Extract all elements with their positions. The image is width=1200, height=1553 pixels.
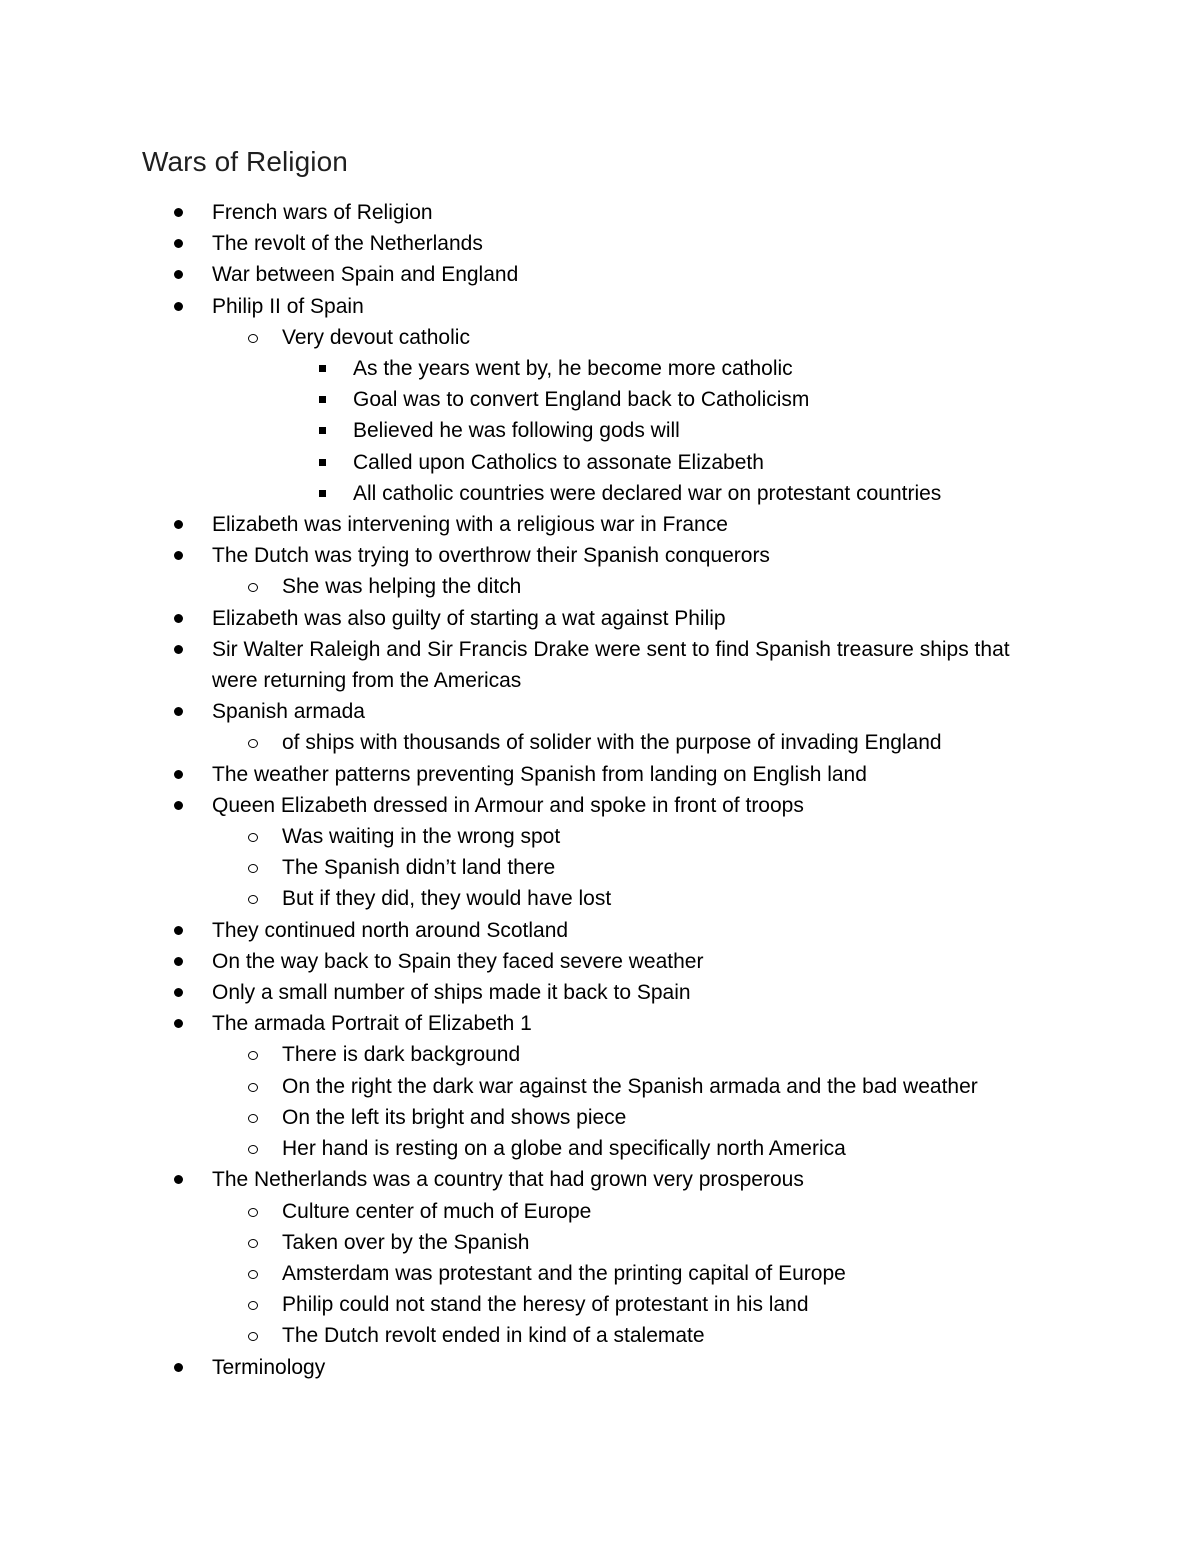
list-item-level-1 bbox=[0, 603, 1200, 634]
list-item-level-2 bbox=[0, 1039, 1200, 1070]
list-item-text: On the way back to Spain they faced severe weather bbox=[212, 949, 704, 973]
list-item-text: Spanish armada bbox=[212, 700, 365, 724]
list-item-text: of ships with thousands of solider with the purpose of invading England bbox=[282, 731, 942, 755]
bullet-circle-icon bbox=[247, 1133, 261, 1164]
list-item-text: Called upon Catholics to assonate Elizabeth bbox=[353, 450, 764, 474]
list-item-level-1 bbox=[0, 540, 1200, 571]
list-item-level-2 bbox=[0, 1227, 1200, 1258]
bullet-circle-icon bbox=[247, 1196, 261, 1227]
list-item-text: As the years went by, he become more catholic bbox=[353, 357, 793, 381]
bullet-circle-icon bbox=[247, 852, 261, 883]
list-item-level-1 bbox=[0, 946, 1200, 977]
list-item-text: There is dark background bbox=[282, 1043, 521, 1067]
bullet-circle-icon bbox=[247, 1320, 261, 1351]
list-item-text: On the right the dark war against the Spanish armada and the bad weather bbox=[282, 1074, 978, 1098]
list-item-text: Only a small number of ships made it back to Spain bbox=[212, 981, 691, 1005]
bullet-dot-icon bbox=[174, 977, 185, 1008]
list-item-level-3 bbox=[0, 353, 1200, 384]
list-item-text: Amsterdam was protestant and the printing capital of Europe bbox=[282, 1261, 846, 1285]
list-item-level-2 bbox=[0, 1289, 1200, 1320]
list-item-text: The Netherlands was a country that had grown very prosperous bbox=[212, 1168, 804, 1192]
list-item-level-2 bbox=[0, 1071, 1200, 1102]
list-item-level-2 bbox=[0, 821, 1200, 852]
list-item-text: Believed he was following gods will bbox=[353, 419, 680, 443]
list-item-text: Very devout catholic bbox=[282, 325, 470, 349]
bullet-dot-icon bbox=[174, 759, 185, 790]
list-item-text: Philip could not stand the heresy of protestant in his land bbox=[282, 1293, 809, 1317]
list-item-text: On the left its bright and shows piece bbox=[282, 1105, 627, 1129]
bullet-dot-icon bbox=[174, 197, 185, 228]
list-item-text: Culture center of much of Europe bbox=[282, 1199, 592, 1223]
list-item-level-1 bbox=[0, 1008, 1200, 1039]
bullet-dot-icon bbox=[174, 509, 185, 540]
list-item-level-1 bbox=[0, 790, 1200, 821]
list-item-level-2 bbox=[0, 883, 1200, 914]
bullet-dot-icon bbox=[174, 259, 185, 290]
list-item-level-3 bbox=[0, 478, 1200, 509]
list-item-level-1 bbox=[0, 197, 1200, 228]
bullet-circle-icon bbox=[247, 1289, 261, 1320]
bullet-circle-icon bbox=[247, 1039, 261, 1070]
list-item-level-2 bbox=[0, 727, 1200, 758]
list-item-level-1 bbox=[0, 509, 1200, 540]
bullet-dot-icon bbox=[174, 634, 185, 665]
list-item-text: French wars of Religion bbox=[212, 201, 433, 224]
bullet-circle-icon bbox=[247, 571, 261, 602]
list-item-level-2 bbox=[0, 1258, 1200, 1289]
list-item-text: She was helping the ditch bbox=[282, 575, 522, 599]
list-item-level-3 bbox=[0, 415, 1200, 446]
list-item-text: Sir Walter Raleigh and Sir Francis Drake were sent to find Spanish treasure ships that were returning from the Americas bbox=[212, 637, 1010, 693]
list-item-text: The revolt of the Netherlands bbox=[212, 232, 483, 256]
list-item-text: Elizabeth was also guilty of starting a wat against Philip bbox=[212, 606, 726, 630]
list-item-text: The Dutch revolt ended in kind of a stalemate bbox=[282, 1324, 705, 1348]
bullet-circle-icon bbox=[247, 1258, 261, 1289]
page-title: Wars of Religion bbox=[142, 146, 348, 177]
list-item-text: But if they did, they would have lost bbox=[282, 887, 612, 911]
list-item-level-2 bbox=[0, 1320, 1200, 1351]
list-item-level-1 bbox=[0, 759, 1200, 790]
bullet-dot-icon bbox=[174, 603, 185, 634]
bullet-dot-icon bbox=[174, 228, 185, 259]
list-item-text: Queen Elizabeth dressed in Armour and spoke in front of troops bbox=[212, 793, 804, 817]
list-item-text: The armada Portrait of Elizabeth 1 bbox=[212, 1012, 532, 1036]
list-item-level-1 bbox=[0, 634, 1200, 696]
bullet-dot-icon bbox=[174, 1352, 185, 1383]
list-item-text: All catholic countries were declared war on protestant countries bbox=[353, 481, 942, 505]
bullet-circle-icon bbox=[247, 727, 261, 758]
list-item-level-2 bbox=[0, 322, 1200, 353]
bullet-dot-icon bbox=[174, 946, 185, 977]
list-item-text: Was waiting in the wrong spot bbox=[282, 825, 561, 849]
bullet-circle-icon bbox=[247, 322, 261, 353]
bullet-circle-icon bbox=[247, 883, 261, 914]
bullet-dot-icon bbox=[174, 1164, 185, 1195]
bullet-square-icon bbox=[318, 353, 328, 384]
bullet-square-icon bbox=[318, 478, 328, 509]
bullet-list bbox=[0, 197, 1200, 1383]
list-item-level-3 bbox=[0, 447, 1200, 478]
list-item-level-2 bbox=[0, 571, 1200, 602]
list-item-text: Terminology bbox=[212, 1355, 326, 1379]
bullet-dot-icon bbox=[174, 696, 185, 727]
list-item-level-1 bbox=[0, 228, 1200, 259]
list-item-text: Philip II of Spain bbox=[212, 294, 364, 318]
bullet-circle-icon bbox=[247, 821, 261, 852]
bullet-dot-icon bbox=[174, 540, 185, 571]
list-item-text: Elizabeth was intervening with a religious war in France bbox=[212, 513, 728, 537]
bullet-circle-icon bbox=[247, 1102, 261, 1133]
list-item-text: The weather patterns preventing Spanish from landing on English land bbox=[212, 762, 867, 786]
list-item-level-1 bbox=[0, 977, 1200, 1008]
list-item-level-2 bbox=[0, 1102, 1200, 1133]
list-item-level-2 bbox=[0, 852, 1200, 883]
list-item-level-1 bbox=[0, 696, 1200, 727]
list-item-level-3 bbox=[0, 384, 1200, 415]
list-item-text: Her hand is resting on a globe and specifically north America bbox=[282, 1137, 846, 1161]
list-item-level-2 bbox=[0, 1196, 1200, 1227]
bullet-dot-icon bbox=[174, 291, 185, 322]
bullet-circle-icon bbox=[247, 1071, 261, 1102]
bullet-dot-icon bbox=[174, 915, 185, 946]
bullet-square-icon bbox=[318, 447, 328, 478]
bullet-square-icon bbox=[318, 415, 328, 446]
bullet-square-icon bbox=[318, 384, 328, 415]
bullet-dot-icon bbox=[174, 1008, 185, 1039]
list-item-text: Goal was to convert England back to Catholicism bbox=[353, 388, 810, 412]
list-item-text: The Dutch was trying to overthrow their Spanish conquerors bbox=[212, 544, 770, 568]
list-item-level-1 bbox=[0, 259, 1200, 290]
bullet-circle-icon bbox=[247, 1227, 261, 1258]
list-item-text: War between Spain and England bbox=[212, 263, 519, 287]
list-item-level-1 bbox=[0, 1352, 1200, 1383]
list-item-text: The Spanish didn’t land there bbox=[282, 856, 556, 880]
list-item-level-1 bbox=[0, 291, 1200, 322]
list-item-text: Taken over by the Spanish bbox=[282, 1230, 530, 1254]
list-item-level-1 bbox=[0, 915, 1200, 946]
list-item-text: They continued north around Scotland bbox=[212, 918, 569, 942]
list-item-level-1 bbox=[0, 1164, 1200, 1195]
list-item-level-2 bbox=[0, 1133, 1200, 1164]
bullet-dot-icon bbox=[174, 790, 185, 821]
